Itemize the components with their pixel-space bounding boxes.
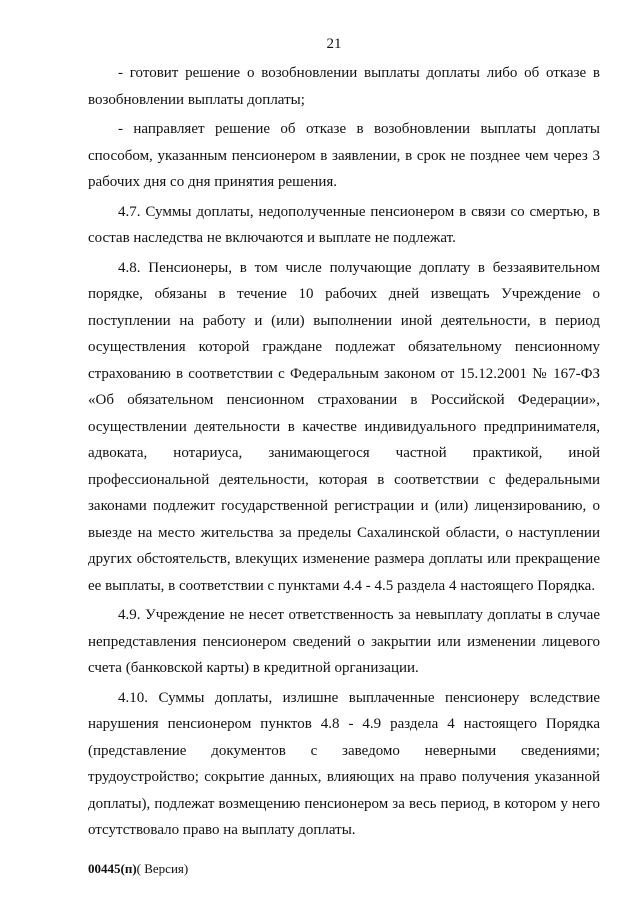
footer-version (88, 860, 188, 878)
paragraph-4-8: 4.8. Пенсионеры, в том числе получающие доплату в беззаявительном порядке, обязаны в течение 10 рабочих дней извещать Учреждение о поступлении на работу и (или) выполнении иной деятельности, в период осуществления которой граждане подлежат обязательному пенсионному страхованию в соответствии с Федеральным законом от 15.12.2001 № 167-ФЗ «Об обязательном пенсионном страховании в Российской Федерации», осуществлении деятельности в качестве индивидуального предпринимателя, адвоката, нотариуса, занимающегося частной практикой, иной профессиональной деятельности, которая в соответствии с федеральными законами подлежит государственной регистрации и (или) лицензированию, о выезде на место жительства за пределы Сахалинской области, о наступлении других обстоятельств, влекущих изменение размера доплаты или прекращение ее выплаты, в соответствии с пунктами 4.4 - 4.5 раздела 4 настоящего Порядка. (88, 259, 600, 594)
paragraph-4-9: 4.9. Учреждение не несет ответственность за невыплату доплаты в случае непредставления пенсионером сведений о закрытии или изменении лицевого счета (банковской карты) в кредитной организации. (88, 607, 600, 676)
footer-version-label: ( Версия) (136, 861, 189, 876)
paragraph-send-refusal: - направляет решение об отказе в возобновлении выплаты доплаты способом, указанным пенсионером в заявлении, в срок не позднее чем через 3 рабочих дня со дня принятия решения. (88, 121, 600, 190)
paragraph-decision-resume: - готовит решение о возобновлении выплаты доплаты либо об отказе в возобновлении выплаты доплаты; (88, 65, 600, 108)
paragraph-4-7: 4.7. Суммы доплаты, недополученные пенсионером в связи со смертью, в состав наследства не включаются и выплате не подлежат. (88, 203, 600, 246)
footer-code: 00445(п) (88, 861, 137, 876)
page-number: 21 (326, 36, 342, 52)
paragraph-4-10: 4.10. Суммы доплаты, излишне выплаченные пенсионеру вследствие нарушения пенсионером пунктов 4.8 - 4.9 раздела 4 настоящего Порядка (представление документов с заведомо неверными сведениями; трудоустройство; сокрытие данных, влияющих на право получения указанной доплаты), подлежат возмещению пенсионером за весь период, в котором у него отсутствовало право на выплату доплаты. (88, 689, 600, 838)
